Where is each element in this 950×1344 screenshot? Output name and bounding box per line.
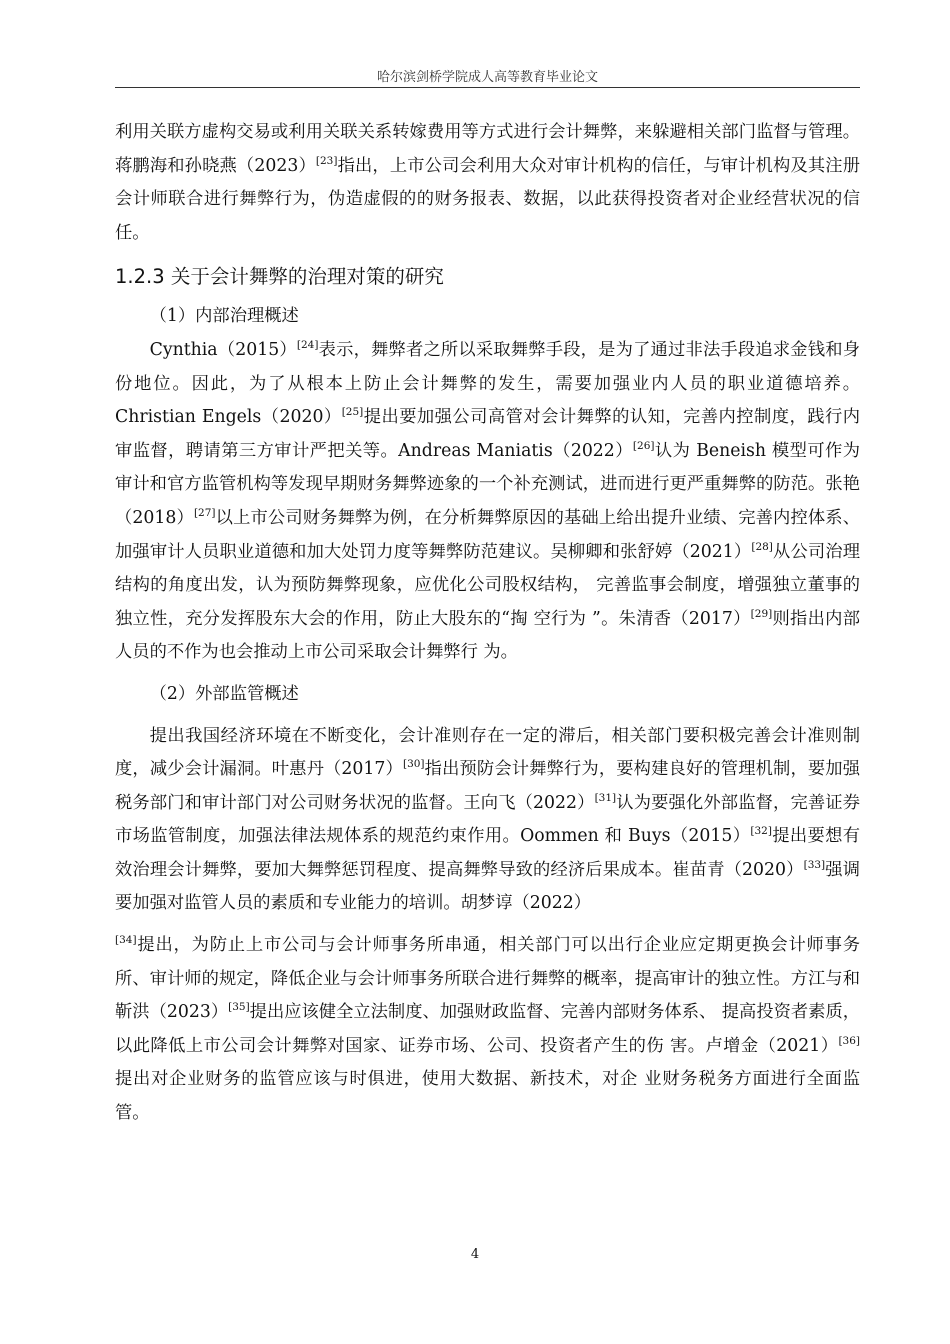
- citation-marker: [27]: [193, 506, 216, 519]
- document-body: [115, 116, 860, 1131]
- section-heading: 1.2.3 关于会计舞弊的治理对策的研究: [115, 265, 444, 289]
- citation-marker: [25]: [341, 406, 364, 419]
- citation-marker: [31]: [594, 791, 617, 804]
- citation-marker: [36]: [838, 1034, 860, 1047]
- paragraph-final: [34]提出，为防止上市公司与会计师事务所串通，相关部门可以出行企业应定期更换会计师事务所、审计师的规定，降低企业与会计师事务所联合进行舞弊的概率，提高审计的独立性。方江与和靳洪（2023）[35]提出应该健全立法制度、加强财政监督、完善内部财务体系、 提高投资者素质，以此降低上市公司会计舞弊对国家、证券市场、公司、投资者产生的伤 害。卢增金（2021）[36]提出对企业财务的监管应该与时俱进，使用大数据、新技术，对企 业财务税务方面进行全面监管。: [115, 934, 861, 1124]
- citation-marker: [23]: [315, 154, 338, 167]
- citation-marker: [33]: [803, 858, 826, 871]
- citation-marker: [24]: [296, 338, 319, 351]
- citation-marker: [30]: [402, 758, 425, 771]
- header-divider: [115, 87, 860, 88]
- paragraph-internal-governance: Cynthia（2015）[24]表示，舞弊者之所以采取舞弊手段，是为了通过非法手段追求金钱和身份地位。因此，为了从根本上防止会计舞弊的发生，需要加强业内人员的职业道德培养。Christian Engels（2020）[25]提出要加强公司高管对会计舞弊的认知，完善内控制度，践行内审监督，聘请第三方审计严把关等。Andreas Maniatis（2022）[26]认为 Beneish 模型可作为审计和官方监管机构等发现早期财务舞弊迹象的一个补充测试，进而进行更严重舞弊的防范。张艳（2018）[27]以上市公司财务舞弊为例，在分析舞弊原因的基础上给出提升业绩、完善内控体系、加强审计人员职业道德和加大处罚力度等舞弊防范建议。吴柳卿和张舒婷（2021）[28]从公司治理结构的角度出发，认为预防舞弊现象，应优化公司股权结构， 完善监事会制度，增强独立董事的独立性，充分发挥股东大会的作用，防止大股东的“掏 空行为 ”。朱清香（2017）[29]则指出内部人员的不作为也会推动上市公司采取会计舞弊行 为。: [115, 338, 860, 663]
- citation-marker: [34]: [115, 934, 137, 947]
- citation-marker: [29]: [750, 607, 773, 620]
- page-header: 哈尔滨剑桥学院成人高等教育毕业论文: [376, 70, 598, 85]
- page-number: 4: [470, 1247, 480, 1262]
- citation-marker: [28]: [751, 540, 773, 553]
- citation-marker: [35]: [228, 1001, 250, 1014]
- citation-marker: [32]: [750, 825, 772, 838]
- subheading-internal: （1）内部治理概述: [149, 306, 299, 327]
- paragraph-intro: 利用关联方虚构交易或利用关联关系转嫁费用等方式进行会计舞弊，来躲避相关部门监督与管理。蒋鹏海和孙晓燕（2023）[23]指出，上市公司会利用大众对审计机构的信任，与审计机构及其注册会计师联合进行舞弊行为，伪造虚假的的财务报表、数据，以此获得投资者对企业经营状况的信任。: [115, 122, 860, 243]
- paragraph-external-supervision: 提出我国经济环境在不断变化，会计准则存在一定的滞后，相关部门要积极完善会计准则制度，减少会计漏洞。叶惠丹（2017）[30]指出预防会计舞弊行为，要构建良好的管理机制，要加强税务部门和审计部门对公司财务状况的监督。王向飞（2022）[31]认为要强化外部监督，完善证券市场监管制度，加强法律法规体系的规范约束作用。Oommen 和 Buys（2015）[32]提出要想有效治理会计舞弊，要加大舞弊惩罚程度、提高舞弊导致的经济后果成本。崔苗青（2020）[33]强调要加强对监管人员的素质和专业能力的培训。胡梦谆（2022）: [115, 725, 860, 914]
- subheading-external: （2）外部监管概述: [149, 683, 299, 704]
- citation-marker: [26]: [632, 439, 655, 452]
